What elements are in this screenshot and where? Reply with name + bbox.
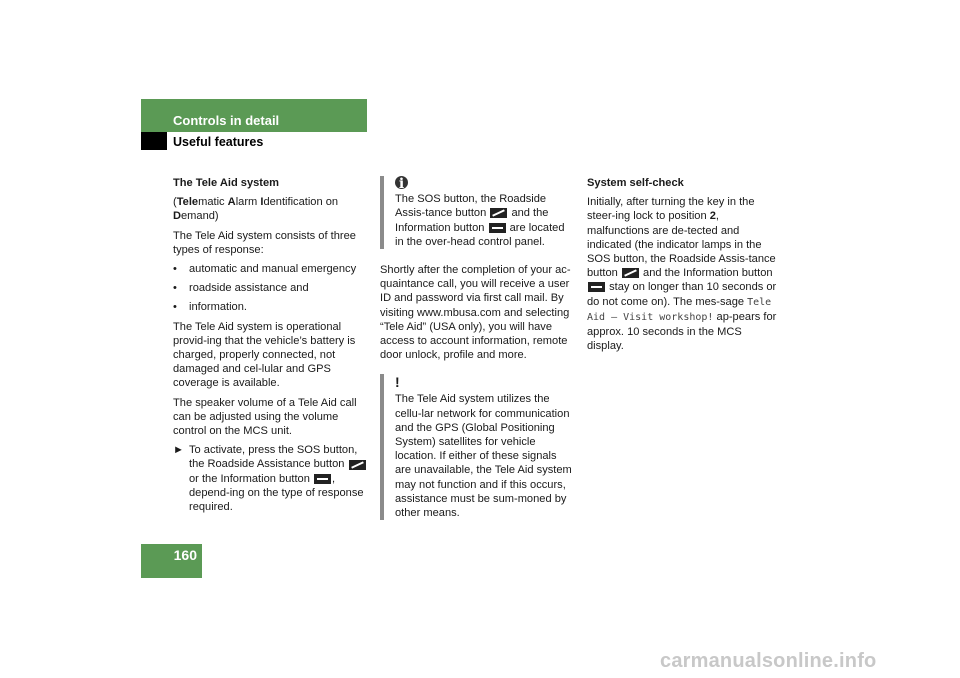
display-message: Tele Aid – Visit workshop! [587, 296, 772, 323]
page-number: 160 [173, 547, 197, 563]
paragraph: Shortly after the completion of your ac-quaintance call, you will receive a user ID and password via first call mail. By visiting www.mbusa.com and selecting “Tele Aid” (USA only), you will have access to account information, remote door unlock, profile and more. [380, 264, 571, 362]
action-step: ► To activate, press the SOS button, the Roadside Assistance button or the Information button , depend-ing on the type of response required. [173, 444, 364, 514]
roadside-assistance-button-icon [622, 268, 639, 278]
roadside-assistance-button-icon [349, 460, 366, 470]
paragraph: Initially, after turning the key in the steer-ing lock to position 2, malfunctions are de-tected and indicated (the indicator lamps in the SOS button, the Roadside Assis-tance button and the Information button stay on longer than 10 seconds or do not come on). The mes-sage Tele Aid – Visit workshop! ap-pears for approx. 10 seconds in the MCS display. [587, 196, 777, 353]
watermark: carmanualsonline.info [660, 650, 877, 672]
information-button-icon [489, 223, 506, 233]
list-item: • roadside assistance and [173, 282, 309, 295]
information-button-icon [314, 474, 331, 484]
arrow-icon: ► [173, 444, 184, 457]
info-note: i The SOS button, the Roadside Assis-tance button and the Information button are located in the over-head control panel. [380, 176, 573, 249]
warning-icon: ! [395, 374, 400, 391]
paragraph: The Tele Aid system consists of three types of response: [173, 229, 356, 256]
section-subtitle: Useful features [173, 135, 264, 149]
column-1 [173, 176, 369, 519]
warning-note: ! The Tele Aid system utilizes the cellu-lar network for communication and the GPS (Global Positioning System) satellites for vehicle location. If either of these signals are unavailable, the Tele Aid system may not function and if this occurs, assistance must be sum-moned by other means. [380, 374, 573, 520]
info-icon: i [395, 176, 408, 189]
paragraph: The speaker volume of a Tele Aid call can be adjusted using the volume control on the MCS unit. [173, 396, 357, 438]
roadside-assistance-button-icon [490, 208, 507, 218]
tele-aid-expansion: (Telematic Alarm Identification on Demand) [173, 196, 339, 223]
section-title: Controls in detail [173, 113, 280, 128]
tele-aid-heading: The Tele Aid system [173, 177, 280, 189]
paragraph: The Tele Aid system is operational provid-ing that the vehicle’s battery is charged, properly connected, not damaged and cel-lular and GPS coverage is available. [173, 320, 356, 390]
column-2 [380, 176, 573, 520]
list-item: • automatic and manual emergency [173, 263, 357, 276]
header-marker [141, 132, 167, 150]
information-button-icon [588, 282, 605, 292]
column-3 [587, 176, 780, 358]
list-item: • information. [173, 301, 247, 314]
self-check-heading: System self-check [587, 177, 684, 189]
